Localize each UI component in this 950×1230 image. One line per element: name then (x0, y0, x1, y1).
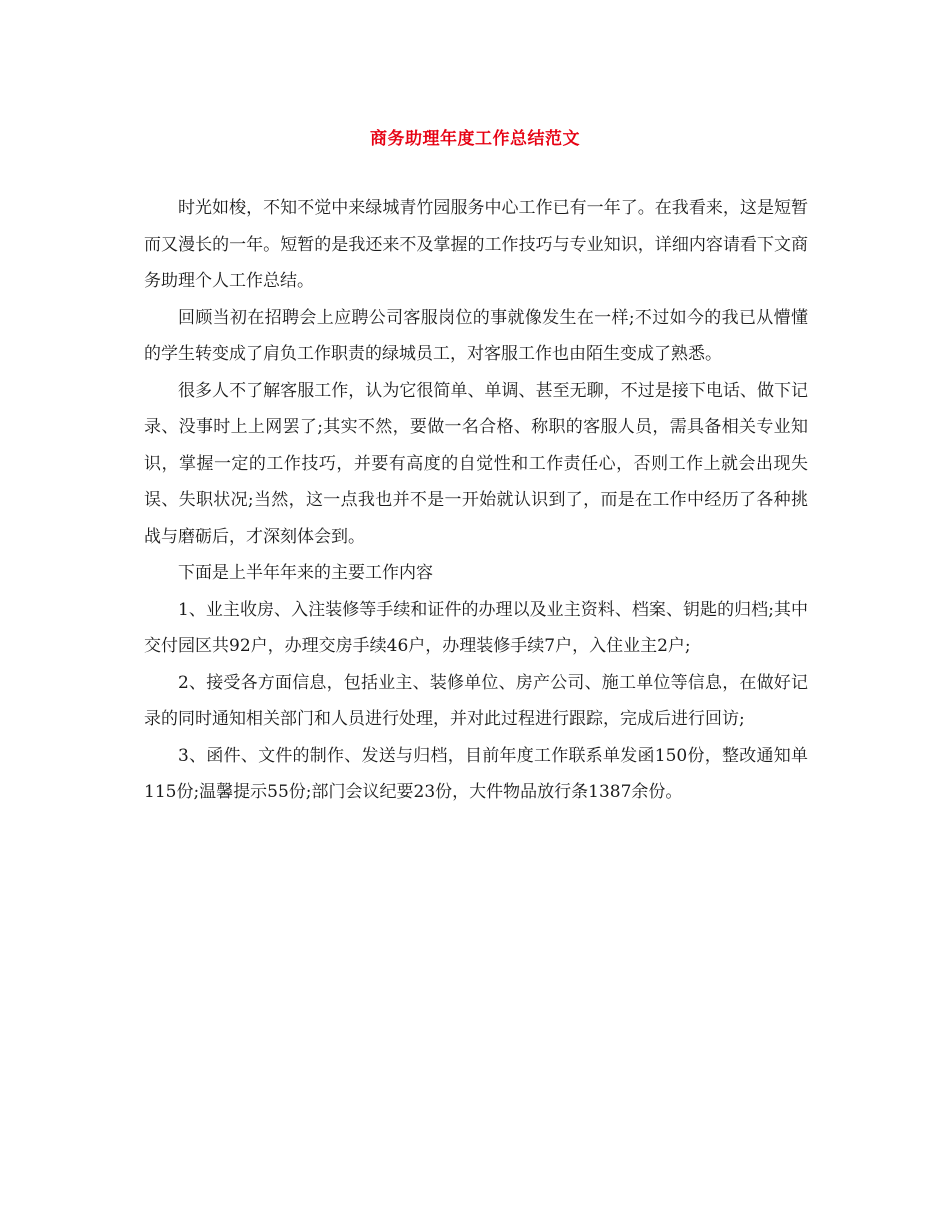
paragraph-item-2: 2、接受各方面信息，包括业主、装修单位、房产公司、施工单位等信息，在做好记录的同时通知相关部门和人员进行处理，并对此过程进行跟踪，完成后进行回访; (144, 672, 808, 729)
document-body (144, 190, 808, 811)
paragraph-work-heading: 下面是上半年年来的主要工作内容 (178, 563, 433, 583)
document-title: 商务助理年度工作总结范文 (370, 129, 580, 149)
paragraph-service-understanding: 很多人不了解客服工作，认为它很简单、单调、甚至无聊，不过是接下电话、做下记录、没事时上上网罢了;其实不然，要做一名合格、称职的客服人员，需具备相关专业知识，掌握一定的工作技巧，并要有高度的自觉性和工作责任心，否则工作上就会出现失误、失职状况;当然，这一点我也并不是一开始就认识到了，而是在工作中经历了各种挑战与磨砺后，才深刻体会到。 (144, 380, 808, 547)
paragraph-recall: 回顾当初在招聘会上应聘公司客服岗位的事就像发生在一样;不过如今的我已从懵懂的学生转变成了肩负工作职责的绿城员工，对客服工作也由陌生变成了熟悉。 (144, 307, 808, 364)
paragraph-item-3: 3、函件、文件的制作、发送与归档，目前年度工作联系单发函150份，整改通知单115份;温馨提示55份;部门会议纪要23份，大件物品放行条1387余份。 (144, 745, 808, 802)
paragraph-intro: 时光如梭，不知不觉中来绿城青竹园服务中心工作已有一年了。在我看来，这是短暂而又漫长的一年。短暂的是我还来不及掌握的工作技巧与专业知识，详细内容请看下文商务助理个人工作总结。 (144, 198, 808, 291)
paragraph-item-1: 1、业主收房、入注装修等手续和证件的办理以及业主资料、档案、钥匙的归档;其中交付园区共92户，办理交房手续46户，办理装修手续7户，入住业主2户; (144, 599, 808, 656)
